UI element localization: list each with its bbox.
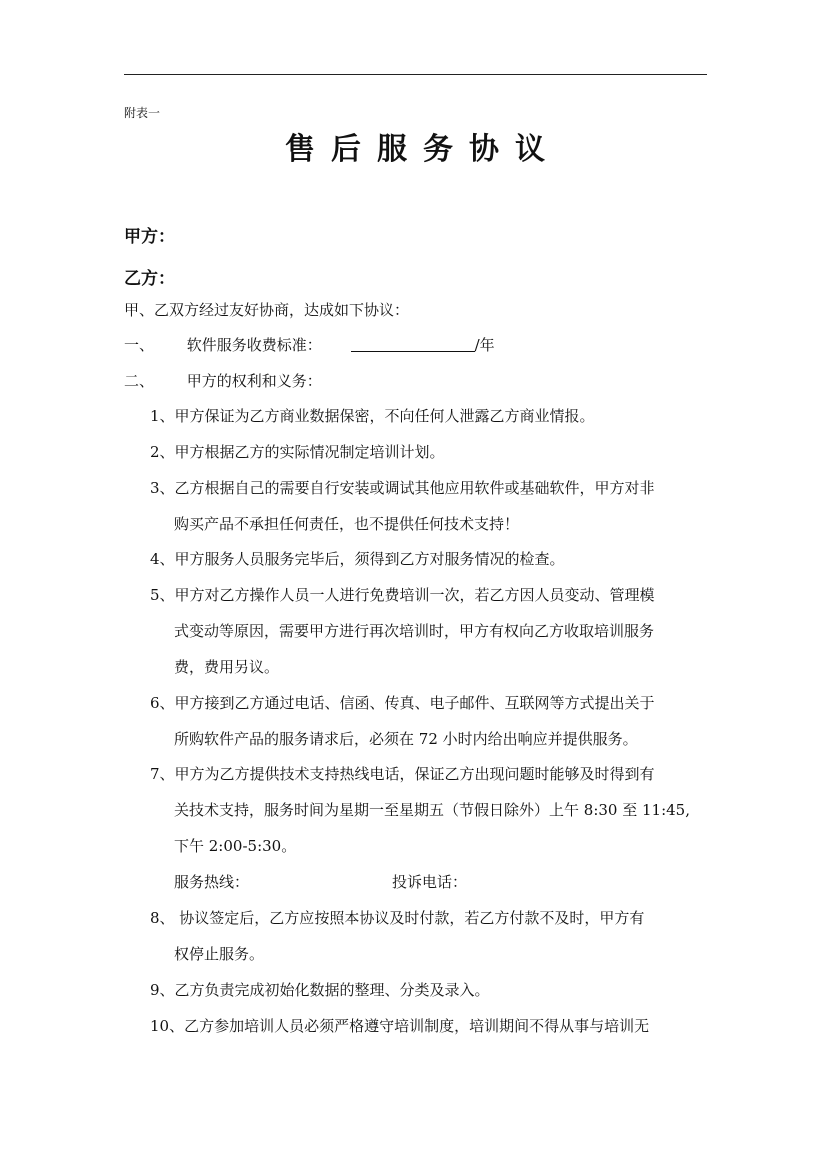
list-item: 9、乙方负责完成初始化数据的整理、分类及录入。 xyxy=(150,981,490,999)
party-a-label: 甲方： xyxy=(124,227,175,247)
list-item: 4、甲方服务人员服务完毕后，须得到乙方对服务情况的检查。 xyxy=(150,550,565,568)
list-item-continuation: 下午 2:00-5:30。 xyxy=(174,837,297,855)
list-item: 2、甲方根据乙方的实际情况制定培训计划。 xyxy=(150,443,445,461)
intro-text: 甲、乙双方经过友好协商，达成如下协议： xyxy=(124,301,410,319)
list-item: 8、 协议签定后，乙方应按照本协议及时付款，若乙方付款不及时，甲方有 xyxy=(150,909,645,927)
list-item-continuation: 式变动等原因，需要甲方进行再次培训时，甲方有权向乙方收取培训服务 xyxy=(174,622,655,640)
fee-blank xyxy=(351,337,475,352)
section-2 xyxy=(124,370,322,391)
appendix-label: 附表一 xyxy=(124,106,161,120)
list-item-continuation: 购买产品不承担任何责任，也不提供任何技术支持！ xyxy=(174,515,520,533)
list-item: 1、甲方保证为乙方商业数据保密，不向任何人泄露乙方商业情报。 xyxy=(150,407,595,425)
list-item-continuation: 所购软件产品的服务请求后，必须在 72 小时内给出响应并提供服务。 xyxy=(174,730,638,748)
list-item: 3、乙方根据自己的需要自行安装或调试其他应用软件或基础软件，甲方对非 xyxy=(150,479,655,497)
section-1-label: 软件服务收费标准： xyxy=(186,336,322,354)
list-item: 6、甲方接到乙方通过电话、信函、传真、电子邮件、互联网等方式提出关于 xyxy=(150,694,655,712)
list-item: 5、甲方对乙方操作人员一人进行免费培训一次，若乙方因人员变动、管理模 xyxy=(150,586,655,604)
list-item: 7、甲方为乙方提供技术支持热线电话，保证乙方出现问题时能够及时得到有 xyxy=(150,765,655,783)
list-item-continuation: 费，费用另议。 xyxy=(174,658,280,676)
section-1-num: 一、 xyxy=(124,336,155,354)
section-2-label: 甲方的权利和义务： xyxy=(186,372,322,390)
section-1-unit: /年 xyxy=(474,336,495,354)
list-item-continuation: 权停止服务。 xyxy=(174,945,265,963)
list-item: 10、乙方参加培训人员必须严格遵守培训制度，培训期间不得从事与培训无 xyxy=(150,1017,650,1035)
header-rule xyxy=(124,74,707,75)
complaint-phone-label: 投诉电话： xyxy=(392,873,468,891)
section-1 xyxy=(124,334,495,355)
party-b-label: 乙方： xyxy=(124,269,175,289)
document-title: 售后服务协议 xyxy=(285,132,561,167)
service-hotline-label: 服务热线： xyxy=(174,873,250,891)
section-2-num: 二、 xyxy=(124,372,155,390)
list-item-continuation: 关技术支持，服务时间为星期一至星期五（节假日除外）上午 8:30 至 11:45, xyxy=(174,801,690,819)
